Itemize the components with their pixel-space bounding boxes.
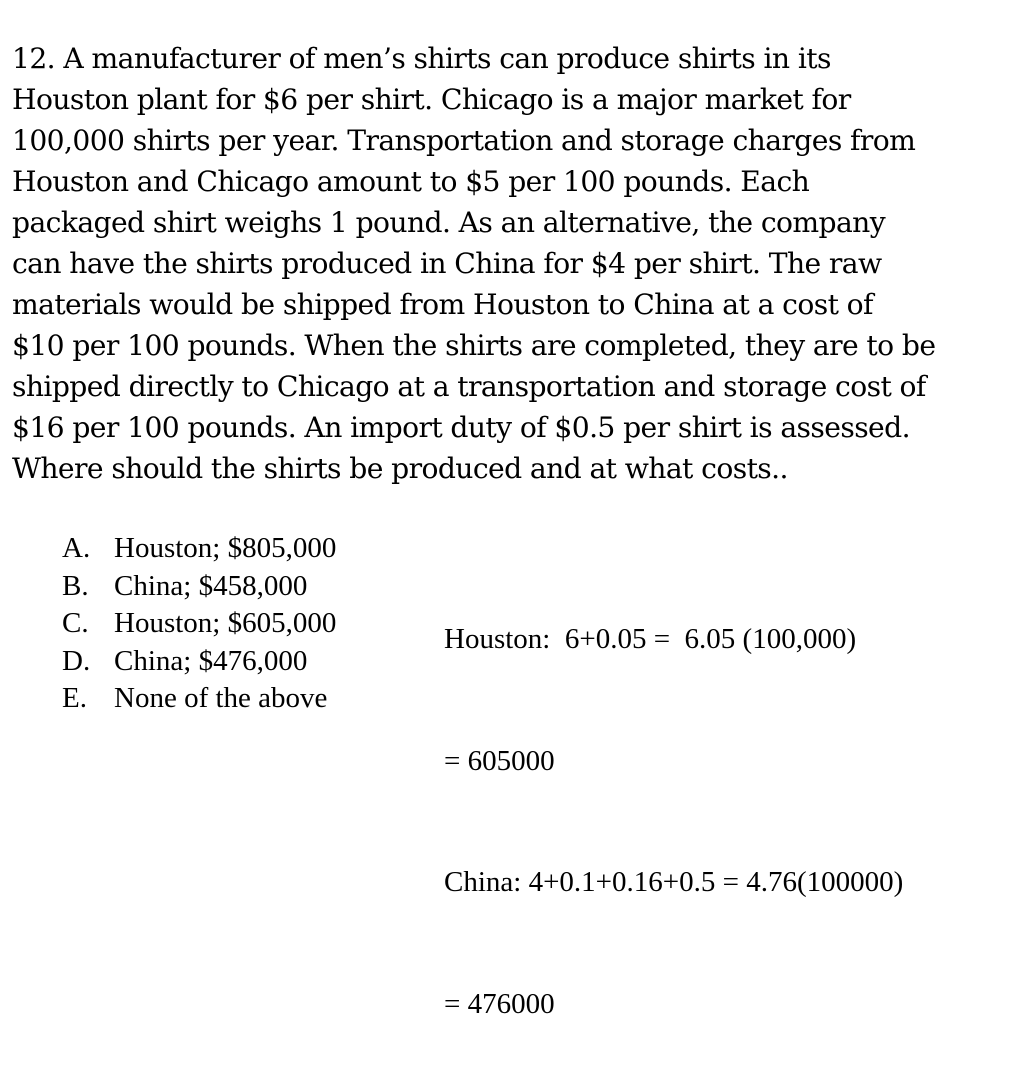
option-letter: B. xyxy=(62,569,89,602)
option-letter: D. xyxy=(62,644,91,677)
question-line: 12. A manufacturer of men’s shirts can produce shirts in its xyxy=(12,42,831,75)
question-line: Houston and Chicago amount to $5 per 100 pounds. Each xyxy=(12,165,810,198)
solution-line: Houston: 6+0.05 = 6.05 (100,000) xyxy=(444,623,857,655)
option-letter: E. xyxy=(62,682,87,714)
answer-option-c xyxy=(62,605,336,643)
option-text: None of the above xyxy=(114,682,328,714)
question-text xyxy=(12,38,1012,489)
question-line: packaged shirt weighs 1 pound. As an alternative, the company xyxy=(12,206,886,239)
question-line: 100,000 shirts per year. Transportation and storage charges from xyxy=(12,124,916,157)
question-line: $10 per 100 pounds. When the shirts are completed, they are to be xyxy=(12,329,936,362)
answer-option-e xyxy=(62,680,336,718)
question-line: Where should the shirts be produced and at what costs.. xyxy=(12,452,788,485)
answer-option-a xyxy=(62,530,336,568)
answer-option-d xyxy=(62,643,336,681)
option-text: China; $476,000 xyxy=(114,644,308,677)
question-line: shipped directly to Chicago at a transportation and storage cost of xyxy=(12,370,926,403)
question-line: Houston plant for $6 per shirt. Chicago is a major market for xyxy=(12,83,851,116)
question-line: can have the shirts produced in China for $4 per shirt. The raw xyxy=(12,247,882,280)
solution-line: = 476000 xyxy=(444,987,555,1020)
solution-work xyxy=(444,538,903,1065)
option-letter: A. xyxy=(62,532,91,564)
solution-line: = 605000 xyxy=(444,744,555,777)
question-line: materials would be shipped from Houston to China at a cost of xyxy=(12,288,873,321)
question-line: $16 per 100 pounds. An import duty of $0.5 per shirt is assessed. xyxy=(12,411,910,444)
answer-options-list xyxy=(62,530,336,718)
answer-option-b xyxy=(62,568,336,606)
option-letter: C. xyxy=(62,607,89,639)
solution-line: China: 4+0.1+0.16+0.5 = 4.76(100000) xyxy=(444,866,904,898)
option-text: Houston; $805,000 xyxy=(114,532,337,564)
option-text: China; $458,000 xyxy=(114,569,308,602)
option-text: Houston; $605,000 xyxy=(114,607,337,639)
